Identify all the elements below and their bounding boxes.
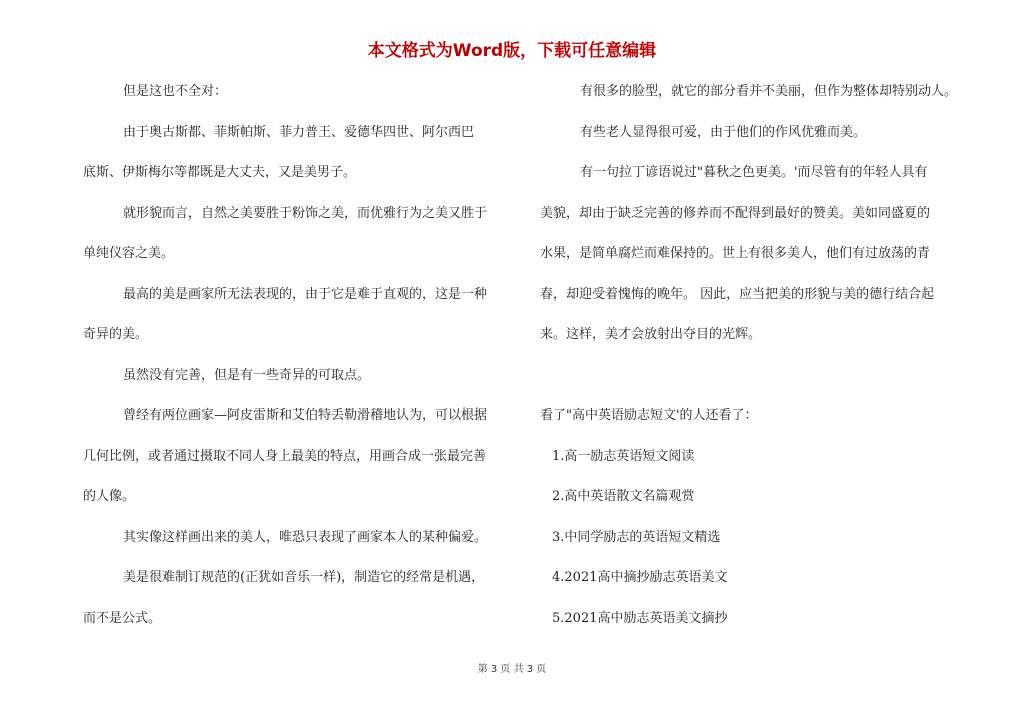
related-link[interactable]: 5.2021高中励志英语美文摘抄 (552, 610, 728, 626)
paragraph-line: 水果，是简单腐烂而难保持的。世上有很多美人，他们有过放荡的青 (540, 246, 931, 261)
paragraph-line: 就形貌而言，自然之美要胜于粉饰之美，而优雅行为之美又胜于 (123, 205, 488, 221)
related-link[interactable]: 1.高一励志英语短文阅读 (552, 448, 695, 464)
paragraph-line: 曾经有两位画家—阿皮雷斯和艾伯特丢勒滑稽地认为，可以根据 (123, 408, 488, 423)
paragraph-line: 由于奥古斯都、菲斯帕斯、菲力普王、爱德华四世、阿尔西巴 (123, 124, 475, 140)
paragraph-line: 几何比例，或者通过摄取不同人身上最美的特点，用画合成一张最完善 (83, 448, 487, 464)
paragraph-line: 有些老人显得很可爱，由于他们的作风优雅而美。 (580, 124, 867, 140)
related-link[interactable]: 3.中同学励志的英语短文精选 (552, 529, 721, 545)
related-link[interactable]: 2.高中英语散文名篇观赏 (552, 489, 695, 504)
left-column (83, 72, 523, 639)
paragraph-line: 虽然没有完善，但是有一些奇异的可取点。 (123, 367, 371, 383)
paragraph-line: 春，却迎受着愧悔的晚年。 因此，应当把美的形貌与美的德行结合起 (540, 286, 935, 302)
paragraph-line: 有一句拉丁谚语说过"暮秋之色更美。'而尽管有的年轻人具有 (580, 165, 928, 180)
paragraph-line: 单纯仪容之美。 (83, 246, 175, 261)
paragraph-line: 而不是公式。 (83, 610, 162, 626)
page-footer: 第 3 页 共 3 页 (477, 664, 547, 675)
paragraph-line: 美是很难制订规范的(正犹如音乐一样)，制造它的经常是机遇， (123, 570, 485, 585)
paragraph-line: 最高的美是画家所无法表现的，由于它是难于直观的，这是一种 (123, 286, 488, 302)
paragraph-line: 奇异的美。 (83, 327, 149, 342)
paragraph-line: 来。这样，美才会放射出夺目的光辉。 (540, 327, 762, 342)
paragraph-line: 的人像。 (83, 489, 136, 504)
right-column (540, 72, 980, 639)
related-link[interactable]: 4.2021高中摘抄励志英语美文 (552, 570, 728, 585)
paragraph-line: 有很多的脸型，就它的部分看并不美丽，但作为整体却特别动人。 (580, 84, 958, 99)
document-banner: 本文格式为Word版，下载可任意编辑 (367, 41, 657, 61)
paragraph-line: 美貌，却由于缺乏完善的修养而不配得到最好的赞美。美如同盛夏的 (540, 205, 931, 221)
paragraph-line: 其实像这样画出来的美人，唯恐只表现了画家本人的某种偏爱。 (123, 529, 488, 545)
paragraph-line: 但是这也不全对： (123, 84, 228, 99)
related-heading: 看了"高中英语励志短文'的人还看了： (540, 408, 758, 423)
paragraph-line: 底斯、伊斯梅尔等都既是大丈夫，又是美男子。 (83, 165, 357, 180)
